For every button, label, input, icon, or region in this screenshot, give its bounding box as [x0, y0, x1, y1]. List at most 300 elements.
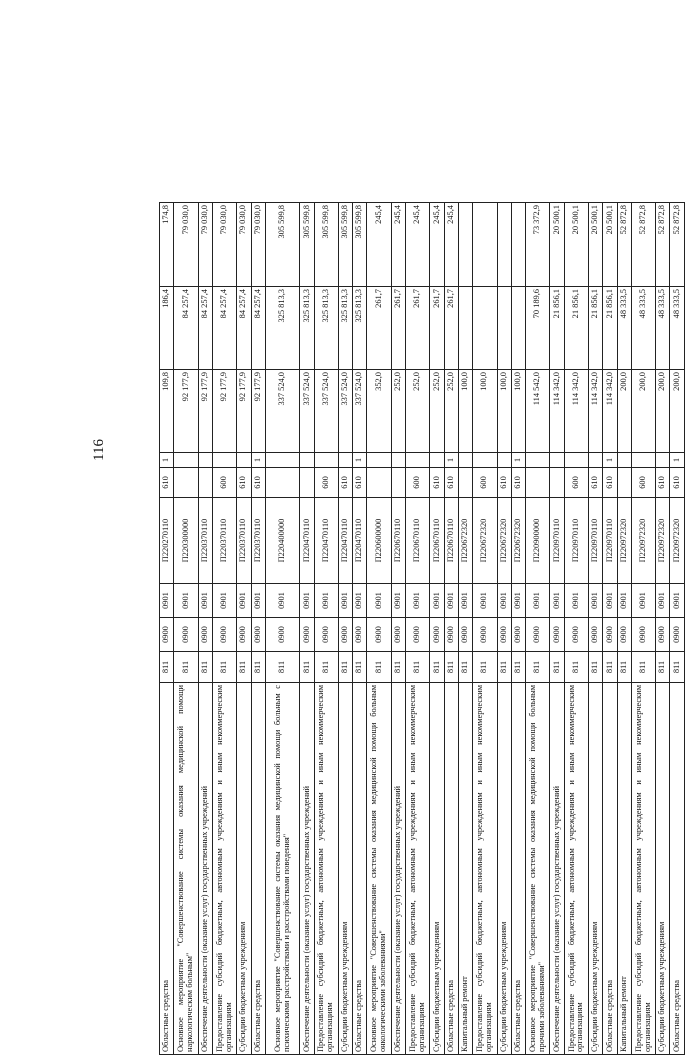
table-cell-subsection: 0901	[174, 584, 198, 618]
table-cell-section: 0900	[589, 618, 603, 652]
table-cell-funding-source: 1	[353, 453, 367, 468]
table-cell-amount-year2: 48 333,5	[617, 287, 631, 370]
table-cell-ministry-code: 811	[473, 652, 497, 683]
table-cell-ministry-code: 811	[526, 652, 550, 683]
table-row	[444, 203, 458, 1055]
table-cell-amount-year3: 79 030,0	[174, 203, 198, 287]
table-row	[631, 203, 655, 1055]
table-cell-section: 0900	[198, 618, 212, 652]
table-cell-name	[237, 683, 251, 1055]
table-cell-target-article: П220672320	[511, 498, 525, 584]
table-cell-name-text: Капитальный ремонт	[618, 976, 628, 1052]
table-cell-expense-type	[367, 468, 391, 498]
table-cell-funding-source	[617, 453, 631, 468]
table-row	[198, 203, 212, 1055]
table-row	[511, 203, 525, 1055]
table-cell-amount-year3: 79 030,0	[198, 203, 212, 287]
table-cell-funding-source	[367, 453, 391, 468]
table-cell-ministry-code: 811	[444, 652, 458, 683]
table-cell-funding-source	[314, 453, 338, 468]
table-row	[430, 203, 444, 1055]
table-cell-subsection: 0901	[406, 584, 430, 618]
table-cell-subsection: 0901	[300, 584, 314, 618]
table-row	[160, 203, 174, 1055]
table-cell-target-article: П220300000	[174, 498, 198, 584]
table-cell-expense-type: 610	[160, 468, 174, 498]
table-cell-amount-year3	[473, 203, 497, 287]
table-cell-funding-source	[430, 453, 444, 468]
table-cell-amount-year1: 200,0	[631, 370, 655, 453]
table-cell-expense-type: 610	[670, 468, 685, 498]
table-cell-amount-year2: 261,7	[406, 287, 430, 370]
table-cell-name-text: Субсидии бюджетным учреждениям	[340, 921, 350, 1052]
table-cell-subsection: 0901	[198, 584, 212, 618]
table-row	[458, 203, 472, 1055]
table-cell-expense-type: 610	[251, 468, 265, 498]
table-cell-funding-source: 1	[670, 453, 685, 468]
table-cell-amount-year1: 109,8	[160, 370, 174, 453]
table-cell-funding-source	[497, 453, 511, 468]
table-cell-amount-year2: 261,7	[367, 287, 391, 370]
table-cell-section: 0900	[391, 618, 405, 652]
table-cell-ministry-code: 811	[497, 652, 511, 683]
table-cell-target-article: П220972320	[631, 498, 655, 584]
table-cell-subsection: 0901	[251, 584, 265, 618]
table-cell-expense-type: 610	[444, 468, 458, 498]
table-cell-name	[391, 683, 405, 1055]
table-cell-section: 0900	[526, 618, 550, 652]
table-cell-ministry-code: 811	[550, 652, 564, 683]
table-cell-expense-type	[198, 468, 212, 498]
table-cell-name	[603, 683, 617, 1055]
rotated-table-container	[159, 203, 685, 1055]
table-cell-amount-year2: 48 333,5	[656, 287, 670, 370]
table-cell-funding-source	[550, 453, 564, 468]
table-cell-name	[458, 683, 472, 1055]
table-cell-name	[314, 683, 338, 1055]
table-row	[564, 203, 588, 1055]
table-cell-funding-source: 1	[160, 453, 174, 468]
table-cell-subsection: 0901	[265, 584, 300, 618]
table-cell-ministry-code: 811	[314, 652, 338, 683]
table-cell-section: 0900	[367, 618, 391, 652]
table-cell-name-text: Основное мероприятие "Совершенствование системы оказания медицинской помощи наркологическим больным"	[176, 685, 194, 1052]
table-cell-target-article: П220370110	[237, 498, 251, 584]
table-cell-name-text: Областные средства	[671, 979, 681, 1052]
table-cell-name	[430, 683, 444, 1055]
table-row	[603, 203, 617, 1055]
table-cell-name-text: Областные средства	[354, 979, 364, 1052]
table-cell-section: 0900	[314, 618, 338, 652]
table-cell-name	[617, 683, 631, 1055]
table-cell-ministry-code: 811	[458, 652, 472, 683]
table-cell-amount-year2: 70 189,6	[526, 287, 550, 370]
table-row	[300, 203, 314, 1055]
table-cell-expense-type	[458, 468, 472, 498]
table-cell-amount-year1: 252,0	[391, 370, 405, 453]
table-cell-amount-year3: 52 872,8	[670, 203, 685, 287]
table-cell-subsection: 0901	[670, 584, 685, 618]
table-cell-name-text: Обеспечение деятельности (оказание услуг) государственных учреждений	[393, 785, 403, 1052]
table-cell-amount-year3: 305 599,8	[314, 203, 338, 287]
table-cell-section: 0900	[564, 618, 588, 652]
table-cell-funding-source	[174, 453, 198, 468]
table-cell-amount-year1: 114 342,0	[550, 370, 564, 453]
table-cell-name	[564, 683, 588, 1055]
table-cell-amount-year1: 252,0	[444, 370, 458, 453]
table-cell-amount-year2: 21 856,1	[603, 287, 617, 370]
table-cell-subsection: 0901	[391, 584, 405, 618]
table-cell-target-article: П220470110	[314, 498, 338, 584]
table-cell-ministry-code: 811	[237, 652, 251, 683]
table-cell-section: 0900	[300, 618, 314, 652]
table-cell-name-text: Предоставление субсидий бюджетным, автономным учреждениям и иным некоммерческим организациям	[633, 685, 652, 1052]
table-cell-amount-year1: 92 177,9	[212, 370, 236, 453]
table-cell-amount-year2: 84 257,4	[251, 287, 265, 370]
table-cell-name-text: Обеспечение деятельности (оказание услуг) государственных учреждений	[199, 785, 209, 1052]
table-cell-expense-type: 610	[430, 468, 444, 498]
table-cell-expense-type: 600	[212, 468, 236, 498]
table-cell-section: 0900	[212, 618, 236, 652]
table-cell-amount-year1: 200,0	[670, 370, 685, 453]
table-cell-name	[631, 683, 655, 1055]
table-cell-ministry-code: 811	[564, 652, 588, 683]
table-cell-target-article: П220370110	[212, 498, 236, 584]
table-cell-target-article: П220972320	[656, 498, 670, 584]
table-cell-amount-year3: 52 872,8	[656, 203, 670, 287]
table-cell-name	[300, 683, 314, 1055]
table-cell-amount-year1: 252,0	[430, 370, 444, 453]
table-cell-name	[338, 683, 352, 1055]
table-cell-expense-type: 600	[473, 468, 497, 498]
table-cell-amount-year2: 48 333,5	[631, 287, 655, 370]
table-cell-funding-source	[391, 453, 405, 468]
table-cell-section: 0900	[265, 618, 300, 652]
table-cell-amount-year1: 352,0	[367, 370, 391, 453]
table-cell-expense-type: 600	[564, 468, 588, 498]
table-row	[656, 203, 670, 1055]
table-cell-section: 0900	[338, 618, 352, 652]
table-cell-amount-year1: 252,0	[406, 370, 430, 453]
table-cell-target-article: П220672320	[497, 498, 511, 584]
table-cell-name	[212, 683, 236, 1055]
table-cell-name-text: Субсидии бюджетным учреждениям	[657, 921, 667, 1052]
table-cell-amount-year1: 337 524,0	[300, 370, 314, 453]
table-cell-amount-year1: 114 542,0	[526, 370, 550, 453]
table-cell-amount-year3: 245,4	[406, 203, 430, 287]
table-cell-amount-year3: 73 372,9	[526, 203, 550, 287]
table-cell-name-text: Обеспечение деятельности (оказание услуг) государственных учреждений	[551, 785, 561, 1052]
table-cell-name	[511, 683, 525, 1055]
table-cell-amount-year1: 337 524,0	[265, 370, 300, 453]
table-cell-amount-year2: 21 856,1	[564, 287, 588, 370]
table-cell-amount-year1: 114 342,0	[564, 370, 588, 453]
table-cell-amount-year3	[511, 203, 525, 287]
table-cell-name	[406, 683, 430, 1055]
table-cell-ministry-code: 811	[212, 652, 236, 683]
table-cell-ministry-code: 811	[589, 652, 603, 683]
table-cell-amount-year2: 325 813,3	[338, 287, 352, 370]
table-cell-amount-year3	[497, 203, 511, 287]
table-cell-name-text: Предоставление субсидий бюджетным, автономным учреждениям и иным некоммерческим организациям	[214, 685, 233, 1052]
table-row	[174, 203, 198, 1055]
table-cell-amount-year2: 84 257,4	[198, 287, 212, 370]
table-cell-subsection: 0901	[160, 584, 174, 618]
table-cell-section: 0900	[550, 618, 564, 652]
table-cell-name-text: Областные средства	[604, 979, 614, 1052]
table-cell-subsection: 0901	[353, 584, 367, 618]
table-cell-name-text: Областные средства	[252, 979, 262, 1052]
table-cell-ministry-code: 811	[265, 652, 300, 683]
table-cell-expense-type: 610	[353, 468, 367, 498]
table-cell-name	[174, 683, 198, 1055]
table-cell-target-article: П220370110	[198, 498, 212, 584]
table-cell-ministry-code: 811	[338, 652, 352, 683]
table-cell-funding-source	[458, 453, 472, 468]
table-cell-amount-year3: 20 500,1	[603, 203, 617, 287]
table-row	[265, 203, 300, 1055]
table-cell-name	[473, 683, 497, 1055]
table-cell-subsection: 0901	[550, 584, 564, 618]
table-cell-amount-year2: 186,4	[160, 287, 174, 370]
table-cell-amount-year1: 337 524,0	[314, 370, 338, 453]
table-cell-name-text: Областные средства	[445, 979, 455, 1052]
table-cell-target-article: П220370110	[251, 498, 265, 584]
table-cell-section: 0900	[444, 618, 458, 652]
table-row	[251, 203, 265, 1055]
table-cell-amount-year3: 79 030,0	[251, 203, 265, 287]
table-cell-expense-type: 600	[314, 468, 338, 498]
table-cell-amount-year2	[473, 287, 497, 370]
table-cell-amount-year3: 79 030,0	[212, 203, 236, 287]
table-cell-amount-year1: 100,0	[473, 370, 497, 453]
table-cell-amount-year2: 84 257,4	[174, 287, 198, 370]
table-cell-ministry-code: 811	[617, 652, 631, 683]
table-cell-amount-year2	[511, 287, 525, 370]
page-number: 116	[91, 439, 107, 461]
table-cell-subsection: 0901	[212, 584, 236, 618]
table-cell-name	[444, 683, 458, 1055]
table-cell-subsection: 0901	[526, 584, 550, 618]
table-cell-amount-year2: 84 257,4	[212, 287, 236, 370]
table-cell-amount-year1: 114 342,0	[589, 370, 603, 453]
table-cell-expense-type: 600	[631, 468, 655, 498]
table-row	[497, 203, 511, 1055]
table-cell-amount-year3: 245,4	[430, 203, 444, 287]
table-cell-subsection: 0901	[656, 584, 670, 618]
table-cell-ministry-code: 811	[300, 652, 314, 683]
table-cell-amount-year3: 20 500,1	[589, 203, 603, 287]
table-cell-target-article: П220670110	[391, 498, 405, 584]
budget-table-body	[160, 203, 685, 1055]
table-cell-target-article: П220970110	[589, 498, 603, 584]
table-cell-expense-type: 610	[511, 468, 525, 498]
table-cell-subsection: 0901	[511, 584, 525, 618]
table-cell-amount-year1: 337 524,0	[353, 370, 367, 453]
table-cell-funding-source	[212, 453, 236, 468]
table-cell-subsection: 0901	[367, 584, 391, 618]
budget-table	[159, 202, 685, 1055]
table-cell-amount-year1: 100,0	[511, 370, 525, 453]
table-cell-amount-year3	[458, 203, 472, 287]
table-cell-expense-type: 610	[656, 468, 670, 498]
table-cell-funding-source	[198, 453, 212, 468]
table-cell-expense-type: 610	[237, 468, 251, 498]
table-cell-name-text: Областные средства	[513, 979, 523, 1052]
table-cell-target-article: П220900000	[526, 498, 550, 584]
table-cell-expense-type: 610	[338, 468, 352, 498]
table-cell-subsection: 0901	[338, 584, 352, 618]
table-cell-ministry-code: 811	[251, 652, 265, 683]
table-cell-funding-source	[631, 453, 655, 468]
table-cell-ministry-code: 811	[391, 652, 405, 683]
table-cell-section: 0900	[603, 618, 617, 652]
table-cell-amount-year1: 100,0	[497, 370, 511, 453]
table-cell-amount-year1: 92 177,9	[174, 370, 198, 453]
table-row	[406, 203, 430, 1055]
table-cell-section: 0900	[406, 618, 430, 652]
table-cell-amount-year3: 245,4	[444, 203, 458, 287]
table-cell-amount-year3: 20 500,1	[564, 203, 588, 287]
table-cell-amount-year2: 21 856,1	[589, 287, 603, 370]
table-cell-funding-source	[300, 453, 314, 468]
table-cell-ministry-code: 811	[406, 652, 430, 683]
table-cell-target-article: П220670110	[430, 498, 444, 584]
table-cell-ministry-code: 811	[430, 652, 444, 683]
table-cell-expense-type: 610	[603, 468, 617, 498]
table-cell-amount-year2: 84 257,4	[237, 287, 251, 370]
table-cell-amount-year2	[497, 287, 511, 370]
table-cell-subsection: 0901	[617, 584, 631, 618]
table-cell-name	[670, 683, 685, 1055]
table-cell-target-article: П220270110	[160, 498, 174, 584]
table-cell-expense-type: 600	[406, 468, 430, 498]
table-cell-expense-type	[174, 468, 198, 498]
table-cell-subsection: 0901	[473, 584, 497, 618]
table-cell-name	[367, 683, 391, 1055]
table-cell-ministry-code: 811	[656, 652, 670, 683]
table-cell-section: 0900	[497, 618, 511, 652]
table-cell-funding-source	[237, 453, 251, 468]
table-cell-section: 0900	[237, 618, 251, 652]
table-cell-target-article: П220470110	[338, 498, 352, 584]
table-cell-amount-year3: 174,8	[160, 203, 174, 287]
table-cell-expense-type	[265, 468, 300, 498]
table-cell-subsection: 0901	[237, 584, 251, 618]
table-cell-name	[198, 683, 212, 1055]
table-cell-name-text: Предоставление субсидий бюджетным, автономным учреждениям и иным некоммерческим организациям	[407, 685, 426, 1052]
table-cell-target-article: П220670110	[444, 498, 458, 584]
table-cell-expense-type: 610	[589, 468, 603, 498]
table-cell-subsection: 0901	[631, 584, 655, 618]
table-cell-ministry-code: 811	[353, 652, 367, 683]
table-cell-target-article: П220672320	[458, 498, 472, 584]
table-cell-name	[160, 683, 174, 1055]
table-cell-expense-type	[391, 468, 405, 498]
table-cell-amount-year2: 325 813,3	[300, 287, 314, 370]
table-cell-amount-year3: 305 599,8	[300, 203, 314, 287]
table-cell-amount-year2: 325 813,3	[314, 287, 338, 370]
table-cell-amount-year2: 325 813,3	[353, 287, 367, 370]
table-cell-amount-year2: 21 856,1	[550, 287, 564, 370]
table-cell-amount-year1: 200,0	[656, 370, 670, 453]
table-cell-funding-source	[656, 453, 670, 468]
table-cell-name-text: Капитальный ремонт	[460, 976, 470, 1052]
table-cell-funding-source	[473, 453, 497, 468]
table-cell-amount-year3: 52 872,8	[617, 203, 631, 287]
table-cell-target-article: П220972320	[670, 498, 685, 584]
table-cell-section: 0900	[631, 618, 655, 652]
table-cell-name-text: Основное мероприятие "Совершенствование системы оказания медицинской помощи больным с психическими расстройствами и расстройствами поведения"	[272, 685, 291, 1052]
table-cell-name	[265, 683, 300, 1055]
table-cell-amount-year3: 245,4	[367, 203, 391, 287]
table-cell-section: 0900	[670, 618, 685, 652]
table-cell-funding-source: 1	[251, 453, 265, 468]
table-cell-name-text: Субсидии бюджетным учреждениям	[590, 921, 600, 1052]
table-cell-expense-type	[617, 468, 631, 498]
table-cell-amount-year3: 305 599,8	[338, 203, 352, 287]
table-cell-funding-source: 1	[603, 453, 617, 468]
table-cell-section: 0900	[251, 618, 265, 652]
table-row	[353, 203, 367, 1055]
table-cell-amount-year3: 245,4	[391, 203, 405, 287]
table-cell-target-article: П220600000	[367, 498, 391, 584]
table-cell-target-article: П220972320	[617, 498, 631, 584]
table-row	[589, 203, 603, 1055]
table-cell-funding-source	[265, 453, 300, 468]
table-row	[526, 203, 550, 1055]
table-cell-section: 0900	[353, 618, 367, 652]
table-cell-amount-year2: 261,7	[391, 287, 405, 370]
table-cell-ministry-code: 811	[367, 652, 391, 683]
table-cell-amount-year2: 325 813,3	[265, 287, 300, 370]
table-cell-name	[497, 683, 511, 1055]
table-row	[670, 203, 685, 1055]
table-cell-amount-year2: 261,7	[444, 287, 458, 370]
table-cell-amount-year3: 20 500,1	[550, 203, 564, 287]
table-cell-subsection: 0901	[444, 584, 458, 618]
table-cell-funding-source: 1	[444, 453, 458, 468]
table-cell-name	[526, 683, 550, 1055]
table-cell-section: 0900	[511, 618, 525, 652]
table-cell-funding-source	[526, 453, 550, 468]
table-cell-amount-year1: 100,0	[458, 370, 472, 453]
table-row	[391, 203, 405, 1055]
table-cell-subsection: 0901	[497, 584, 511, 618]
table-cell-name-text: Предоставление субсидий бюджетным, автономным учреждениям и иным некоммерческим организациям	[566, 685, 585, 1052]
table-cell-amount-year3: 305 599,8	[265, 203, 300, 287]
table-cell-expense-type: 610	[497, 468, 511, 498]
table-cell-name-text: Субсидии бюджетным учреждениям	[238, 921, 248, 1052]
table-cell-section: 0900	[430, 618, 444, 652]
table-row	[314, 203, 338, 1055]
table-cell-ministry-code: 811	[670, 652, 685, 683]
table-cell-amount-year1: 92 177,9	[198, 370, 212, 453]
table-cell-expense-type	[300, 468, 314, 498]
table-cell-target-article: П220672320	[473, 498, 497, 584]
table-cell-funding-source	[406, 453, 430, 468]
table-cell-amount-year1: 114 342,0	[603, 370, 617, 453]
table-row	[473, 203, 497, 1055]
table-cell-funding-source	[564, 453, 588, 468]
table-cell-ministry-code: 811	[511, 652, 525, 683]
table-cell-subsection: 0901	[430, 584, 444, 618]
table-cell-name	[550, 683, 564, 1055]
table-cell-name-text: Областные средства	[161, 979, 171, 1052]
table-cell-amount-year2: 48 333,5	[670, 287, 685, 370]
table-cell-ministry-code: 811	[160, 652, 174, 683]
table-row	[617, 203, 631, 1055]
